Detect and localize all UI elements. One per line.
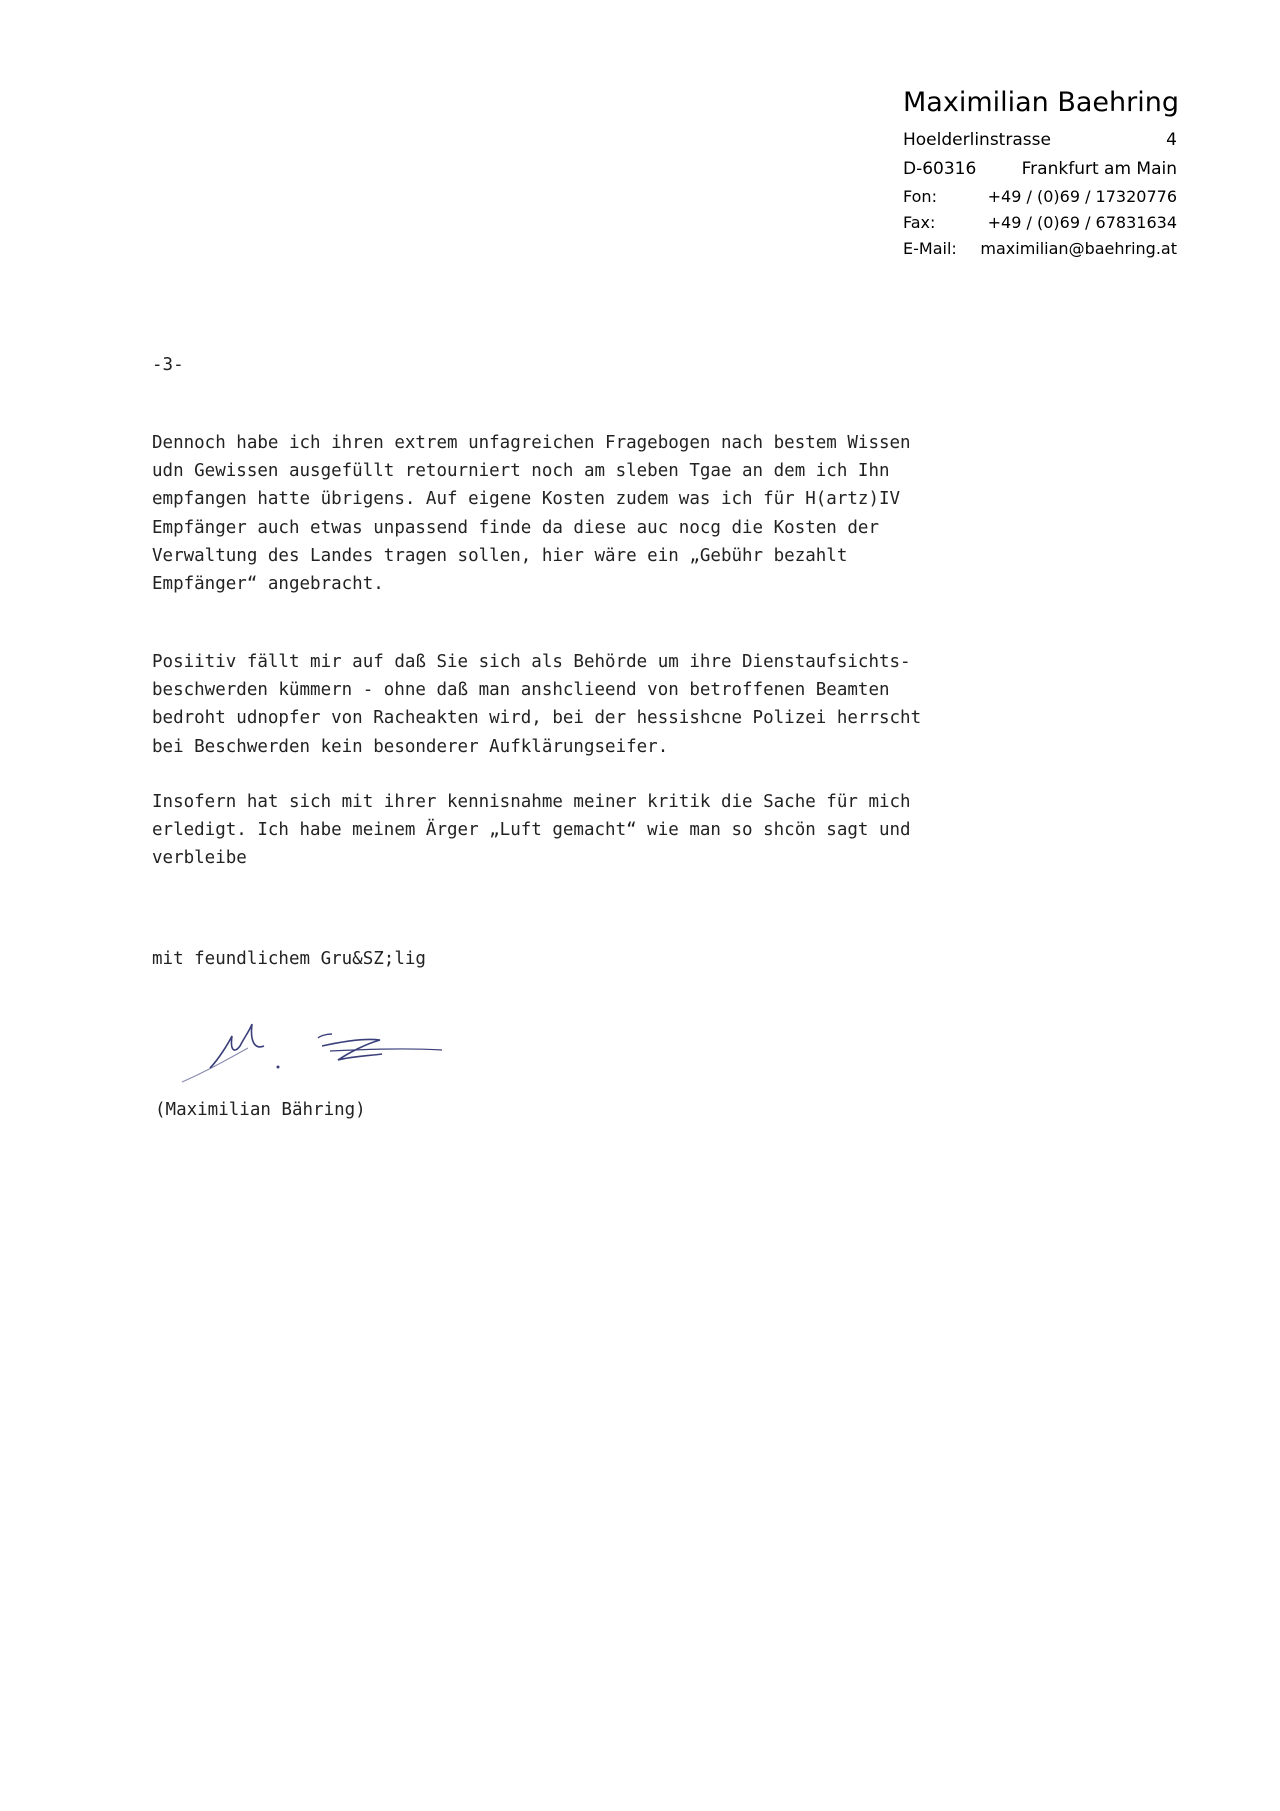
sender-postal-code: D-60316	[903, 159, 977, 179]
fax-number: +49 / (0)69 / 67831634	[987, 213, 1177, 232]
sender-fax-row	[903, 210, 1177, 236]
sender-city-row	[903, 155, 1177, 184]
phone-label: Fon:	[903, 187, 937, 206]
paragraph-questionnaire: Dennoch habe ich ihren extrem unfagreichen Fragebogen nach bestem Wissen udn Gewissen ausgefüllt retourniert noch am sleben Tgae an dem ich Ihn empfangen hatte übrigens. Auf eigene Kosten zudem was ich für H(artz)IV Empfänger auch etwas unpassend finde da diese auc nocg die Kosten der Verwaltung des Landes tragen sollen, hier wäre ein „Gebühr bezahlt Empfänger“ angebracht.	[152, 433, 911, 595]
letterhead	[903, 84, 1180, 262]
sender-street-row	[903, 126, 1177, 155]
page-number: -3-	[152, 355, 184, 375]
paragraph-complaints: Posiitiv fällt mir auf daß Sie sich als Behörde um ihre Dienstaufsichts- beschwerden kümmern - ohne daß man anshclieend von betroffenen Beamten bedroht udnopfer von Racheakten wird, bei der hessishcne Polizei herrscht bei Beschwerden kein besonderer Aufklärungseifer.	[152, 652, 922, 757]
paragraph-conclusion: Insofern hat sich mit ihrer kennisnahme meiner kritik die Sache für mich erledigt. Ich habe meinem Ärger „Luft gemacht“ wie man so shcön sagt und verbleibe	[152, 792, 911, 869]
email-address: maximilian@baehring.at	[980, 239, 1177, 258]
sender-house-number: 4	[1166, 130, 1177, 150]
sender-phone-row	[903, 184, 1177, 210]
sender-street: Hoelderlinstrasse	[903, 130, 1051, 150]
handwritten-signature	[180, 1010, 450, 1100]
phone-number: +49 / (0)69 / 17320776	[987, 187, 1177, 206]
signer-name: (Maximilian Bähring)	[155, 1100, 366, 1120]
closing-salutation: mit feundlichem Gru&SZ;lig	[152, 949, 426, 969]
sender-city: Frankfurt am Main	[1021, 159, 1177, 179]
email-label: E-Mail:	[903, 239, 957, 258]
sender-email-row	[903, 236, 1177, 262]
fax-label: Fax:	[903, 213, 936, 232]
sender-name: Maximilian Baehring	[903, 87, 1180, 118]
